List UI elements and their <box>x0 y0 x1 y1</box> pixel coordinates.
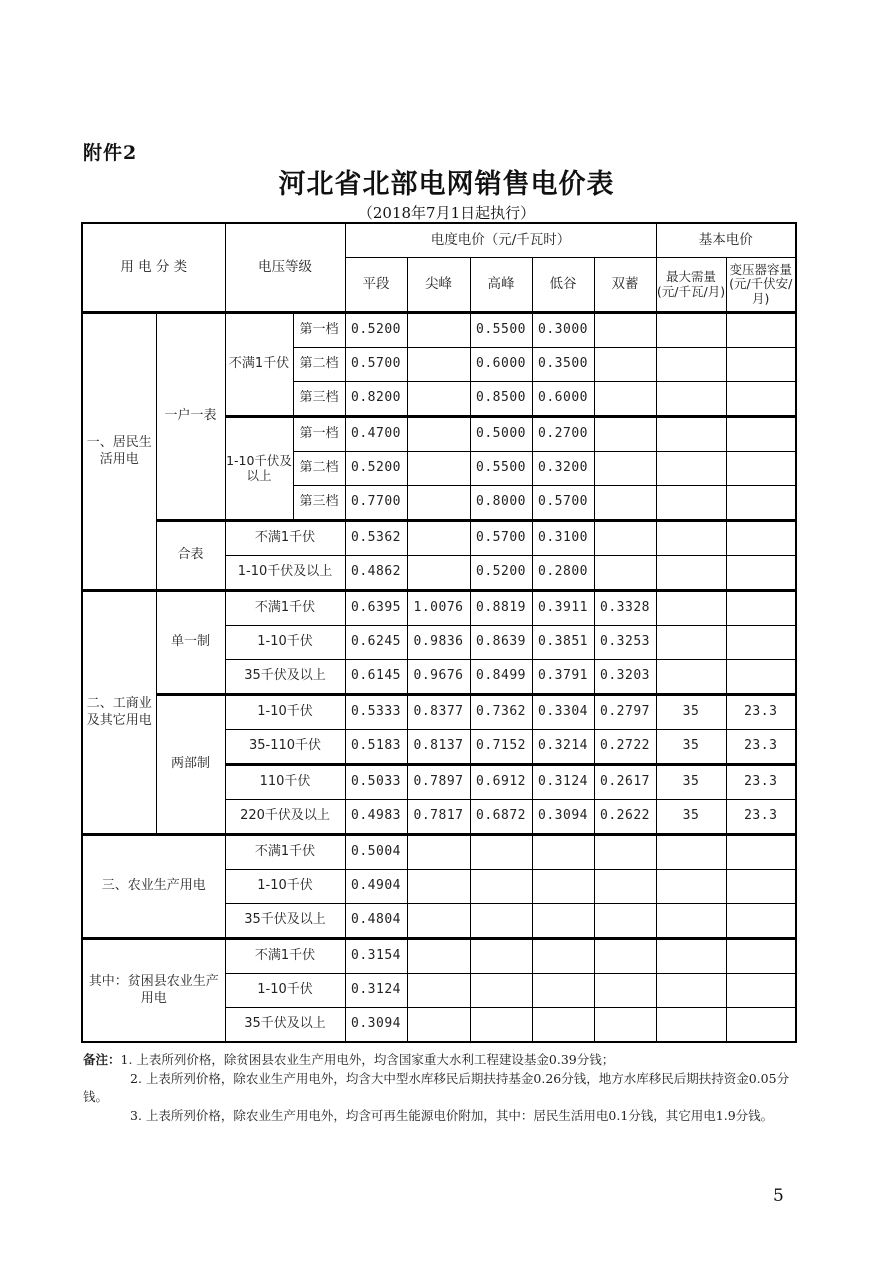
price-cell <box>726 313 796 348</box>
price-cell <box>470 974 532 1008</box>
header-category: 用 电 分 类 <box>82 223 225 313</box>
price-cell: 35 <box>656 800 726 835</box>
price-cell: 0.5700 <box>470 521 532 556</box>
price-cell <box>532 870 594 904</box>
price-cell: 0.7362 <box>470 695 532 730</box>
price-cell <box>407 939 470 974</box>
price-cell: 0.3500 <box>532 348 594 382</box>
price-cell <box>594 870 656 904</box>
price-cell <box>726 1008 796 1043</box>
tier-label: 第二档 <box>293 348 345 382</box>
voltage-1-10kv: 1-10千伏及以上 <box>225 417 293 521</box>
price-cell: 0.3203 <box>594 660 656 695</box>
price-cell <box>656 939 726 974</box>
note-2: 2. 上表所列价格，除农业生产用电外，均含大中型水库移民后期扶持基金0.26分钱，地方水库移民后期扶持资金0.05分钱。 <box>83 1070 790 1104</box>
price-cell: 0.7152 <box>470 730 532 765</box>
price-cell <box>726 904 796 939</box>
category-commercial: 二、工商业及其它用电 <box>82 591 156 835</box>
price-cell: 0.6000 <box>470 348 532 382</box>
table-row <box>82 521 796 556</box>
price-cell: 0.8500 <box>470 382 532 417</box>
price-cell <box>407 521 470 556</box>
price-cell <box>594 1008 656 1043</box>
price-cell <box>656 974 726 1008</box>
voltage-label: 1-10千伏 <box>225 974 345 1008</box>
price-cell <box>532 974 594 1008</box>
price-cell: 0.3094 <box>345 1008 407 1043</box>
price-cell: 0.4862 <box>345 556 407 591</box>
price-cell: 0.3124 <box>532 765 594 800</box>
price-cell: 0.3851 <box>532 626 594 660</box>
price-cell <box>726 870 796 904</box>
price-cell: 0.3094 <box>532 800 594 835</box>
price-cell <box>407 974 470 1008</box>
price-cell: 0.5000 <box>470 417 532 452</box>
price-cell <box>726 835 796 870</box>
price-cell <box>470 904 532 939</box>
price-cell <box>470 870 532 904</box>
price-cell <box>470 939 532 974</box>
price-cell <box>726 348 796 382</box>
price-cell: 1.0076 <box>407 591 470 626</box>
price-cell <box>407 870 470 904</box>
price-cell: 0.9676 <box>407 660 470 695</box>
price-cell <box>594 452 656 486</box>
effective-date: （2018年7月1日起执行） <box>357 204 536 222</box>
price-cell: 0.8000 <box>470 486 532 521</box>
subcategory-shared-meter: 合表 <box>156 521 225 591</box>
price-cell: 23.3 <box>726 800 796 835</box>
price-cell: 0.8639 <box>470 626 532 660</box>
price-cell: 0.6245 <box>345 626 407 660</box>
price-cell: 23.3 <box>726 730 796 765</box>
subcategory-single-part: 单一制 <box>156 591 225 695</box>
price-cell: 0.6395 <box>345 591 407 626</box>
price-cell <box>532 1008 594 1043</box>
price-cell <box>726 486 796 521</box>
price-cell: 0.2722 <box>594 730 656 765</box>
page-number: 5 <box>773 1186 784 1206</box>
price-cell <box>656 348 726 382</box>
price-cell <box>407 382 470 417</box>
price-cell <box>594 486 656 521</box>
price-cell: 0.8819 <box>470 591 532 626</box>
voltage-label: 不满1千伏 <box>225 939 345 974</box>
price-cell: 0.5500 <box>470 452 532 486</box>
price-cell: 0.5183 <box>345 730 407 765</box>
price-cell: 0.5500 <box>470 313 532 348</box>
price-cell <box>532 835 594 870</box>
price-cell <box>656 835 726 870</box>
price-cell <box>726 626 796 660</box>
price-cell: 0.2622 <box>594 800 656 835</box>
price-cell: 0.5362 <box>345 521 407 556</box>
price-cell: 0.6000 <box>532 382 594 417</box>
price-cell <box>726 417 796 452</box>
price-cell: 0.5033 <box>345 765 407 800</box>
category-agriculture: 三、农业生产用电 <box>82 835 225 939</box>
price-cell <box>532 939 594 974</box>
note-3: 3. 上表所列价格，除农业生产用电外，均含可再生能源电价附加，其中：居民生活用电0.1分钱，其它用电1.9分钱。 <box>130 1107 774 1123</box>
price-cell: 0.5200 <box>345 452 407 486</box>
price-cell: 0.8200 <box>345 382 407 417</box>
header-flat: 平段 <box>345 258 407 313</box>
notes <box>83 1051 795 1125</box>
price-cell <box>656 313 726 348</box>
price-cell: 0.3304 <box>532 695 594 730</box>
price-cell: 0.5200 <box>345 313 407 348</box>
price-cell: 0.8137 <box>407 730 470 765</box>
price-cell: 0.5700 <box>532 486 594 521</box>
price-cell <box>656 626 726 660</box>
price-cell: 0.6912 <box>470 765 532 800</box>
voltage-label: 35千伏及以上 <box>225 904 345 939</box>
price-cell <box>594 556 656 591</box>
price-cell: 0.2617 <box>594 765 656 800</box>
price-cell <box>726 556 796 591</box>
voltage-label: 不满1千伏 <box>225 835 345 870</box>
price-cell: 0.3214 <box>532 730 594 765</box>
price-cell: 0.3253 <box>594 626 656 660</box>
voltage-label: 1-10千伏 <box>225 870 345 904</box>
price-cell: 0.3100 <box>532 521 594 556</box>
header-basic-price: 基本电价 <box>656 223 796 258</box>
header-voltage: 电压等级 <box>225 223 345 313</box>
price-cell <box>594 521 656 556</box>
price-cell <box>726 939 796 974</box>
price-cell <box>726 974 796 1008</box>
tier-label: 第一档 <box>293 313 345 348</box>
table-row <box>82 695 796 730</box>
price-cell: 0.6872 <box>470 800 532 835</box>
voltage-label: 35-110千伏 <box>225 730 345 765</box>
price-cell: 0.8499 <box>470 660 532 695</box>
price-cell: 0.5333 <box>345 695 407 730</box>
price-cell: 0.4700 <box>345 417 407 452</box>
note-1: 1. 上表所列价格，除贫困县农业生产用电外，均含国家重大水利工程建设基金0.39分钱； <box>120 1052 615 1067</box>
price-cell <box>656 1008 726 1043</box>
voltage-label: 35千伏及以上 <box>225 660 345 695</box>
notes-label: 备注： <box>83 1052 121 1067</box>
subcategory-single-meter: 一户一表 <box>156 313 225 521</box>
price-cell <box>470 835 532 870</box>
price-cell <box>656 382 726 417</box>
price-cell <box>594 417 656 452</box>
voltage-label: 1-10千伏 <box>225 626 345 660</box>
price-cell <box>407 313 470 348</box>
price-cell <box>407 452 470 486</box>
price-cell <box>407 835 470 870</box>
price-cell <box>656 417 726 452</box>
price-cell <box>532 904 594 939</box>
price-cell <box>656 870 726 904</box>
price-cell <box>594 835 656 870</box>
voltage-label: 110千伏 <box>225 765 345 800</box>
header-transformer-capacity: 变压器容量(元/千伏安/月) <box>726 258 796 313</box>
price-cell <box>726 591 796 626</box>
price-cell: 35 <box>656 730 726 765</box>
price-cell <box>407 1008 470 1043</box>
voltage-label: 不满1千伏 <box>225 591 345 626</box>
price-cell: 0.4904 <box>345 870 407 904</box>
price-cell <box>470 1008 532 1043</box>
price-cell <box>726 382 796 417</box>
price-cell: 0.4983 <box>345 800 407 835</box>
price-cell <box>656 556 726 591</box>
price-cell <box>656 904 726 939</box>
tier-label: 第三档 <box>293 382 345 417</box>
price-cell: 0.8377 <box>407 695 470 730</box>
table-row <box>82 591 796 626</box>
voltage-label: 1-10千伏及以上 <box>225 556 345 591</box>
header-max-demand: 最大需量(元/千瓦/月) <box>656 258 726 313</box>
price-cell: 0.2700 <box>532 417 594 452</box>
price-cell <box>594 904 656 939</box>
header-dual-storage: 双蓄 <box>594 258 656 313</box>
header-energy-price: 电度电价（元/千瓦时） <box>345 223 656 258</box>
price-cell <box>656 486 726 521</box>
header-sharp-peak: 尖峰 <box>407 258 470 313</box>
voltage-label: 不满1千伏 <box>225 521 345 556</box>
price-cell: 0.2797 <box>594 695 656 730</box>
price-cell: 0.7700 <box>345 486 407 521</box>
subcategory-two-part: 两部制 <box>156 695 225 835</box>
price-cell: 0.3000 <box>532 313 594 348</box>
attachment-label: 附件2 <box>83 142 138 164</box>
price-cell <box>656 591 726 626</box>
voltage-label: 1-10千伏 <box>225 695 345 730</box>
table-row <box>82 835 796 870</box>
price-cell <box>656 660 726 695</box>
voltage-label: 220千伏及以上 <box>225 800 345 835</box>
tier-label: 第三档 <box>293 486 345 521</box>
price-cell <box>594 313 656 348</box>
header-valley: 低谷 <box>532 258 594 313</box>
price-cell <box>656 452 726 486</box>
price-cell: 0.3200 <box>532 452 594 486</box>
price-cell: 23.3 <box>726 765 796 800</box>
price-cell: 0.7817 <box>407 800 470 835</box>
price-cell <box>594 348 656 382</box>
price-cell: 0.6145 <box>345 660 407 695</box>
price-cell: 0.2800 <box>532 556 594 591</box>
price-cell <box>407 348 470 382</box>
price-cell: 35 <box>656 765 726 800</box>
category-poor-county-agriculture: 其中：贫困县农业生产用电 <box>82 939 225 1043</box>
price-cell: 0.3911 <box>532 591 594 626</box>
voltage-lt1kv: 不满1千伏 <box>225 313 293 417</box>
tariff-table <box>81 222 797 1043</box>
price-cell: 0.5004 <box>345 835 407 870</box>
price-cell: 0.5200 <box>470 556 532 591</box>
price-cell <box>656 521 726 556</box>
price-cell <box>726 660 796 695</box>
tier-label: 第一档 <box>293 417 345 452</box>
price-cell: 0.3791 <box>532 660 594 695</box>
price-cell <box>407 417 470 452</box>
price-cell: 0.4804 <box>345 904 407 939</box>
price-cell: 0.3154 <box>345 939 407 974</box>
category-residential: 一、居民生活用电 <box>82 313 156 591</box>
price-cell <box>726 521 796 556</box>
price-cell: 23.3 <box>726 695 796 730</box>
price-cell <box>594 382 656 417</box>
price-cell: 0.7897 <box>407 765 470 800</box>
document-title: 河北省北部电网销售电价表 <box>278 169 615 200</box>
price-cell: 0.9836 <box>407 626 470 660</box>
price-cell <box>407 904 470 939</box>
table-row <box>82 939 796 974</box>
header-peak: 高峰 <box>470 258 532 313</box>
price-cell: 0.5700 <box>345 348 407 382</box>
price-cell <box>594 974 656 1008</box>
table-row <box>82 313 796 348</box>
price-cell <box>407 486 470 521</box>
price-cell: 35 <box>656 695 726 730</box>
price-cell <box>407 556 470 591</box>
voltage-label: 35千伏及以上 <box>225 1008 345 1043</box>
tier-label: 第二档 <box>293 452 345 486</box>
price-cell: 0.3328 <box>594 591 656 626</box>
price-cell <box>726 452 796 486</box>
price-cell: 0.3124 <box>345 974 407 1008</box>
price-cell <box>594 939 656 974</box>
